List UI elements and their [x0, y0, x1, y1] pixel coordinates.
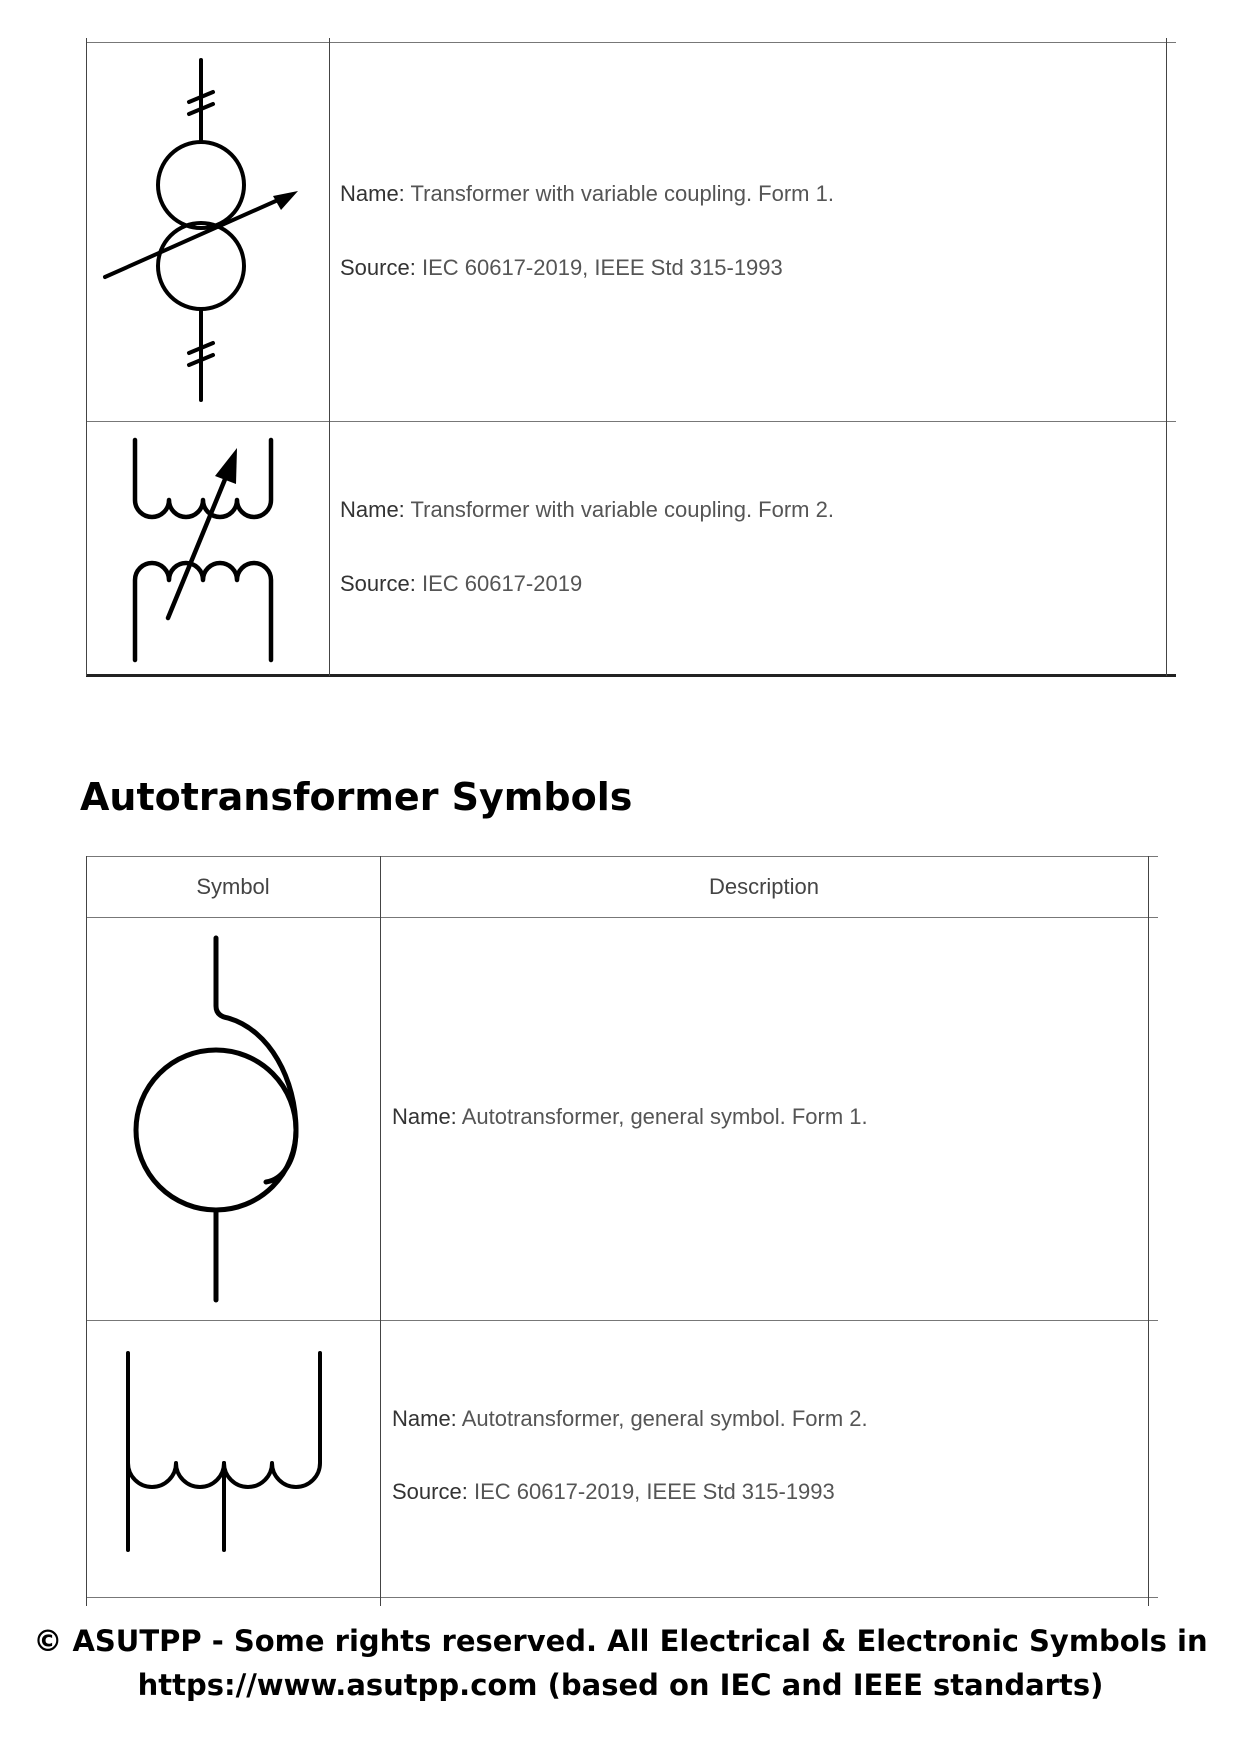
row-1-source-label: Source:: [340, 255, 416, 280]
table-2-right-border: [1148, 856, 1149, 1606]
column-header-symbol: Symbol: [196, 874, 270, 899]
row-2-name: [340, 497, 834, 523]
transformer-variable-coupling-form1-icon: [95, 50, 315, 410]
table-1-bottom-border: [86, 674, 1176, 677]
table-1-top-border: [86, 42, 1176, 43]
row-2-source: [340, 571, 582, 597]
autotransformer-form2-icon: [110, 1345, 340, 1565]
table-1-row-divider: [86, 421, 1176, 422]
table-2-top-border: [86, 856, 1158, 857]
auto-row-2-source-label: Source:: [392, 1479, 468, 1504]
row-1-name-label: Name:: [340, 181, 405, 206]
table-2-left-border: [86, 856, 87, 1606]
table-2-bottom-border: [86, 1597, 1158, 1598]
auto-row-2-name-value: Autotransformer, general symbol. Form 2.: [461, 1406, 868, 1431]
row-1-name: [340, 181, 834, 207]
auto-row-1-name-label: Name:: [392, 1104, 457, 1129]
auto-row-2-name: [392, 1406, 868, 1432]
footer-line-2: https://www.asutpp.com (based on IEC and IEEE standarts): [137, 1668, 1104, 1702]
table-2-column-divider: [380, 856, 381, 1606]
table-2-row-divider: [86, 1320, 1158, 1321]
row-2-source-label: Source:: [340, 571, 416, 596]
table-2-header-divider: [86, 917, 1158, 918]
section-title: Autotransformer Symbols: [80, 775, 633, 819]
row-2-name-label: Name:: [340, 497, 405, 522]
table-1-column-divider: [329, 38, 330, 676]
transformer-variable-coupling-form2-icon: [120, 430, 290, 670]
row-2-source-value: IEC 60617-2019: [421, 571, 583, 596]
row-2-name-value: Transformer with variable coupling. Form 2.: [410, 497, 834, 522]
row-1-source-value: IEC 60617-2019, IEEE Std 315-1993: [421, 255, 783, 280]
auto-row-2-name-label: Name:: [392, 1406, 457, 1431]
auto-row-1-name-value: Autotransformer, general symbol. Form 1.: [461, 1104, 868, 1129]
table-1-left-border: [86, 38, 87, 676]
auto-row-2-source-value: IEC 60617-2019, IEEE Std 315-1993: [473, 1479, 835, 1504]
auto-row-2-source: [392, 1479, 835, 1505]
row-1-source: [340, 255, 783, 281]
row-1-name-value: Transformer with variable coupling. Form 1.: [410, 181, 834, 206]
table-1-right-border: [1166, 38, 1167, 676]
footer-line-1: © ASUTPP - Some rights reserved. All Electrical & Electronic Symbols in: [33, 1624, 1208, 1658]
autotransformer-form1-icon: [120, 930, 320, 1310]
auto-row-1-name: [392, 1104, 868, 1130]
column-header-description: Description: [708, 874, 820, 899]
